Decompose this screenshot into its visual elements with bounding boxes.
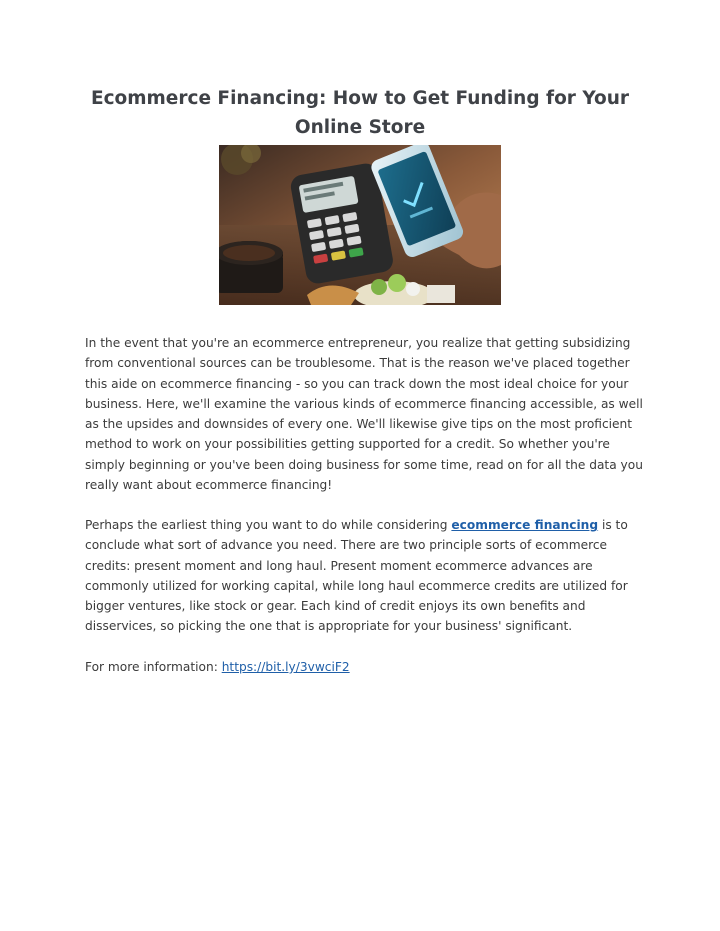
- payment-terminal-photo-icon: [219, 145, 501, 305]
- hero-image: [219, 145, 501, 305]
- paragraph-intro: In the event that you're an ecommerce entrepreneur, you realize that getting subsidizing from conventional sources can be troublesome. That is the reason we've placed together this aide on ecommerce financing - so you can track down the most ideal choice for your business. Here, we'll examine the various kinds of ecommerce financing accessible, as well as the upsides and downsides of every one. We'll likewise give tips on the most proficient method to work on your possibilities getting supported for a credit. So whether you're simply beginning or you've been doing business for some time, read on for all the data you really want about ecommerce financing!: [85, 336, 643, 493]
- paragraph-text-after-link: is to conclude what sort of advance you need. There are two principle sorts of ecommerce credits: present moment and long haul. Present moment ecommerce advances are commonly utilized for working capital, while long haul ecommerce credits are utilized for bigger ventures, like stock or gear. Each kind of credit enjoys its own benefits and disservices, so picking the one that is appropriate for your business' significant.: [85, 518, 628, 634]
- paragraph-loan-types: [85, 515, 645, 637]
- more-info-line: [85, 657, 645, 677]
- page-title: Ecommerce Financing: How to Get Funding for Your Online Store: [90, 88, 630, 138]
- ecommerce-financing-link[interactable]: ecommerce financing: [451, 518, 599, 532]
- more-info-link[interactable]: https://bit.ly/3vwciF2: [221, 660, 350, 674]
- paragraph-text-before-link: Perhaps the earliest thing you want to do while considering: [85, 518, 452, 532]
- more-info-label: For more information:: [85, 660, 222, 674]
